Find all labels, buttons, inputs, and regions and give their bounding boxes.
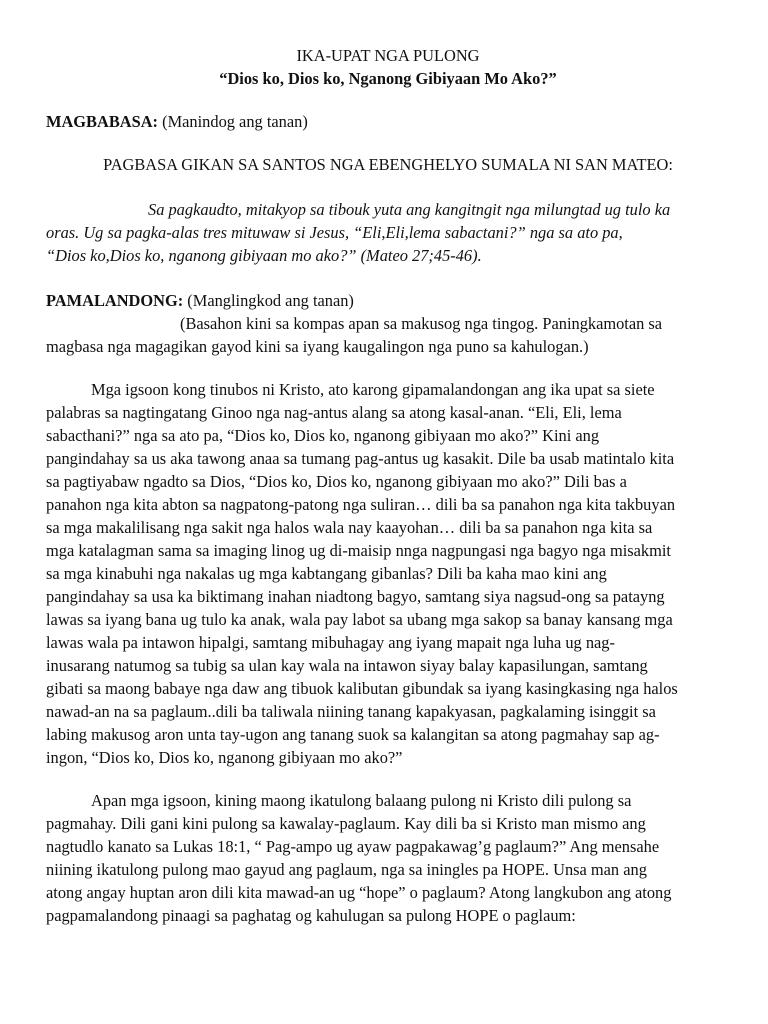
reading-instruction bbox=[46, 312, 730, 358]
paragraph-line: labing makusog aron unta tay-ugon ang tanang suok sa kalangitan sa atong pagmahay sap ag- bbox=[46, 725, 660, 744]
paragraph-line: pangindahay sa usa ka biktimang inahan niadtong bagyo, samtang siya nagsud-ong sa patayng bbox=[46, 587, 665, 606]
paragraph-line: Mga igsoon kong tinubos ni Kristo, ato karong gipamalandongan ang ika upat sa siete bbox=[91, 380, 655, 399]
paragraph-line: inusarang natumog sa tubig sa ulan kay wala na intawon siyay balay kapasilungan, samtang bbox=[46, 656, 648, 675]
paragraph-line: atong angay huptan aron dili kita mawad-an ug “hope” o paglaum? Atong langkubon ang atong bbox=[46, 883, 672, 902]
paragraph-line: sa mga kinabuhi nga nakalas ug mga kabtangang gibanlas? Dili ba kaha mao kini ang bbox=[46, 564, 607, 583]
paragraph-line: mga katalagman sama sa imaging linog ug di-maisip nnga nagpungasi nga bagyo nga misakmit bbox=[46, 541, 671, 560]
reflection-line bbox=[46, 289, 730, 312]
reading-heading: PAGBASA GIKAN SA SANTOS NGA EBENGHELYO SUMALA NI SAN MATEO: bbox=[103, 155, 673, 174]
reader-label: MAGBABASA: bbox=[46, 112, 159, 131]
paragraph-line: lawas wala pa intawon hipalgi, samtang mibuhagay ang iyang mapait nga luha ug nag- bbox=[46, 633, 615, 652]
reader-line bbox=[46, 110, 730, 133]
paragraph-line: pagpamalandong pinaagi sa paghatag og kahulugan sa pulong HOPE o paglaum: bbox=[46, 906, 576, 925]
paragraph-line: ingon, “Dios ko, Dios ko, nganong gibiyaan mo ako?” bbox=[46, 748, 403, 767]
paragraph-line: pagmahay. Dili gani kini pulong sa kawalay-paglaum. Kay dili ba si Kristo man mismo ang bbox=[46, 814, 646, 833]
paragraph-line: palabras sa nagtingatang Ginoo nga nag-antus alang sa atong kasal-anan. “Eli, Eli, lema bbox=[46, 403, 622, 422]
paragraph-line: panahon nga kita abton sa nagpatong-patong nga suliran… dili ba sa panahon nga kita takbuyan bbox=[46, 495, 676, 514]
quote-line: “Dios ko,Dios ko, nganong gibiyaan mo ako?” (Mateo 27;45-46). bbox=[46, 246, 482, 265]
document-subtitle: “Dios ko, Dios ko, Nganong Gibiyaan Mo Ako?” bbox=[219, 69, 557, 88]
paragraph-2 bbox=[46, 789, 730, 927]
reader-note: (Manindog ang tanan) bbox=[162, 112, 308, 131]
quote-line: Sa pagkaudto, mitakyop sa tibouk yuta ang kangitngit nga milungtad ug tulo ka bbox=[148, 200, 671, 219]
paragraph-line: lawas sa iyang bana ug tulo ka anak, wala pay labot sa ubang mga sakop sa banay kansang mga bbox=[46, 610, 673, 629]
document-page bbox=[46, 44, 730, 927]
paragraph-line: nawad-an na sa paglaum..dili ba taliwala niining tanang kapakyasan, pagkalaming isinggit sa bbox=[46, 702, 656, 721]
paragraph-line: sa pagtiyabaw ngadto sa Dios, “Dios ko, Dios ko, nganong gibiyaan mo ako?” Dili bas a bbox=[46, 472, 627, 491]
quote-line: oras. Ug sa pagka-alas tres mituwaw si Jesus, “Eli,Eli,lema sabactani?” nga sa ato pa, bbox=[46, 223, 623, 242]
paragraph-line: sa mga makalilisang nga sakit nga halos wala nay kaayohan… dili ba sa panahon nga kita sa bbox=[46, 518, 653, 537]
instruction-line: (Basahon kini sa kompas apan sa makusog nga tingog. Paningkamotan sa bbox=[180, 314, 663, 333]
document-title: IKA-UPAT NGA PULONG bbox=[296, 46, 480, 65]
paragraph-line: niining ikatulong pulong mao gayud ang paglaum, nga sa iningles pa HOPE. Unsa man ang bbox=[46, 860, 647, 879]
reflection-label: PAMALANDONG: bbox=[46, 291, 184, 310]
gospel-quote bbox=[46, 198, 730, 267]
paragraph-line: gibati sa maong babaye nga daw ang tibuok kalibutan gibundak sa iyang kasingkasing nga halos bbox=[46, 679, 678, 698]
paragraph-line: sabacthani?” nga sa ato pa, “Dios ko, Dios ko, nganong gibiyaan mo ako?” Kini ang bbox=[46, 426, 600, 445]
instruction-line: magbasa nga magagikan gayod kini sa iyang kaugalingon nga puno sa kahulogan.) bbox=[46, 337, 589, 356]
paragraph-line: nagtudlo kanato sa Lukas 18:1, “ Pag-ampo ug ayaw pagpakawag’g paglaum?” Ang mensahe bbox=[46, 837, 660, 856]
paragraph-line: pangindahay sa us aka tawong anaa sa tumang pag-antus ug kasakit. Dile ba usab matintalo kita bbox=[46, 449, 675, 468]
reflection-note: (Manglingkod ang tanan) bbox=[187, 291, 354, 310]
paragraph-1 bbox=[46, 378, 730, 769]
paragraph-line: Apan mga igsoon, kining maong ikatulong balaang pulong ni Kristo dili pulong sa bbox=[91, 791, 632, 810]
